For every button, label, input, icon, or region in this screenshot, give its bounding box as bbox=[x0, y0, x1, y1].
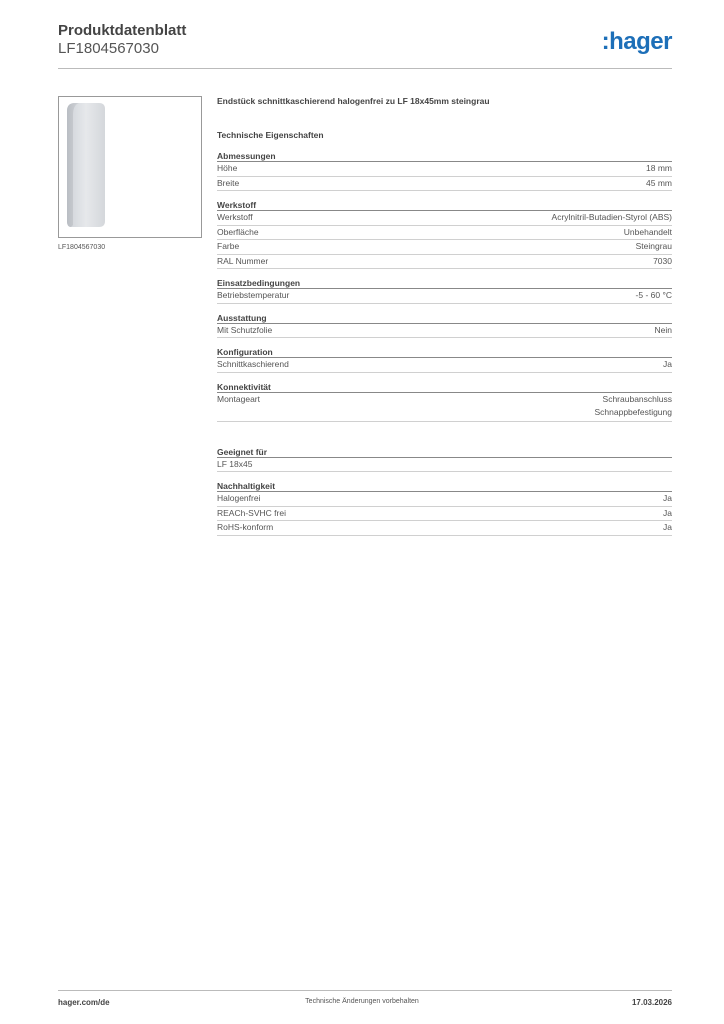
property-group bbox=[217, 312, 672, 339]
footer-website: hager.com/de bbox=[58, 998, 110, 1007]
group-spacer bbox=[217, 422, 672, 438]
property-group bbox=[217, 199, 672, 269]
property-label: Breite bbox=[217, 177, 240, 188]
footer-divider bbox=[58, 990, 672, 991]
product-number: LF1804567030 bbox=[58, 40, 159, 57]
property-value bbox=[624, 226, 672, 240]
property-value bbox=[663, 507, 672, 521]
property-value bbox=[636, 240, 672, 254]
property-label: Höhe bbox=[217, 163, 238, 173]
property-value-line: 18 mm bbox=[646, 163, 672, 173]
property-value-line: Ja bbox=[663, 522, 672, 532]
property-value bbox=[646, 162, 672, 176]
group-title: Ausstattung bbox=[217, 312, 672, 324]
property-row bbox=[217, 458, 672, 473]
group-title: Konfiguration bbox=[217, 346, 672, 358]
property-row bbox=[217, 521, 672, 536]
group-title: Konnektivität bbox=[217, 381, 672, 393]
property-value bbox=[655, 324, 672, 338]
property-row bbox=[217, 289, 672, 304]
property-row bbox=[217, 177, 672, 192]
property-row bbox=[217, 226, 672, 241]
property-row bbox=[217, 162, 672, 177]
property-value-line: Schraubanschluss bbox=[602, 393, 672, 404]
product-title: Endstück schnittkaschierend halogenfrei zu LF 18x45mm steingrau bbox=[217, 96, 490, 106]
property-label: REACh-SVHC frei bbox=[217, 507, 286, 518]
property-value bbox=[594, 393, 672, 420]
property-value bbox=[646, 177, 672, 191]
property-value-line: Ja bbox=[663, 359, 672, 369]
property-group bbox=[217, 277, 672, 304]
property-value-line: Ja bbox=[663, 493, 672, 503]
property-value-line: Steingrau bbox=[635, 241, 672, 251]
group-title: Geeignet für bbox=[217, 446, 672, 458]
header-divider bbox=[58, 68, 672, 69]
property-group bbox=[217, 446, 672, 473]
property-label: Halogenfrei bbox=[217, 493, 261, 503]
property-row bbox=[217, 240, 672, 255]
property-value-line: Ja bbox=[663, 507, 672, 518]
property-label: Schnittkaschierend bbox=[217, 359, 289, 369]
property-value bbox=[663, 521, 672, 535]
property-row bbox=[217, 255, 672, 270]
property-groups bbox=[217, 150, 672, 536]
footer-notice: Technische Änderungen vorbehalten bbox=[305, 998, 419, 1005]
product-details bbox=[217, 96, 672, 536]
property-value-line: Nein bbox=[654, 324, 672, 335]
end-cap-illustration bbox=[59, 97, 203, 239]
group-title: Nachhaltigkeit bbox=[217, 480, 672, 492]
property-group bbox=[217, 346, 672, 373]
property-value-line: -5 - 60 °C bbox=[635, 290, 672, 300]
property-group bbox=[217, 150, 672, 191]
property-label: RAL Nummer bbox=[217, 255, 269, 266]
property-value-line: Unbehandelt bbox=[623, 226, 672, 237]
property-group bbox=[217, 480, 672, 536]
property-label: RoHS-konform bbox=[217, 522, 274, 532]
property-value bbox=[663, 492, 672, 506]
property-label: Montageart bbox=[217, 393, 260, 404]
property-value-line: Acrylnitril-Butadien-Styrol (ABS) bbox=[551, 212, 672, 222]
property-value-line: 7030 bbox=[653, 255, 672, 266]
property-row bbox=[217, 393, 672, 422]
property-label: Oberfläche bbox=[217, 226, 259, 237]
property-value-line: 45 mm bbox=[646, 177, 672, 188]
property-row bbox=[217, 492, 672, 507]
footer-date: 17.03.2026 bbox=[631, 998, 672, 1007]
property-group bbox=[217, 381, 672, 422]
image-caption: LF1804567030 bbox=[58, 244, 106, 251]
section-label: Technische Eigenschaften bbox=[217, 130, 324, 140]
document-title: Produktdatenblatt bbox=[58, 22, 187, 39]
property-label: Mit Schutzfolie bbox=[217, 324, 273, 335]
property-value bbox=[636, 289, 672, 303]
property-row bbox=[217, 507, 672, 522]
product-image bbox=[58, 96, 202, 238]
property-value bbox=[552, 211, 672, 225]
property-row bbox=[217, 211, 672, 226]
property-value-line: Schnappbefestigung bbox=[594, 407, 672, 417]
property-label: Betriebstemperatur bbox=[217, 290, 290, 300]
property-value bbox=[653, 255, 672, 269]
property-label: Farbe bbox=[217, 241, 240, 251]
group-title: Abmessungen bbox=[217, 150, 672, 162]
hager-logo: :hager bbox=[601, 28, 672, 55]
page-header bbox=[58, 22, 672, 68]
property-label: LF 18x45 bbox=[217, 458, 253, 469]
group-title: Einsatzbedingungen bbox=[217, 277, 672, 289]
group-title: Werkstoff bbox=[217, 199, 672, 211]
property-value bbox=[663, 358, 672, 372]
property-row bbox=[217, 324, 672, 339]
property-label: Werkstoff bbox=[217, 212, 253, 222]
property-row bbox=[217, 358, 672, 373]
